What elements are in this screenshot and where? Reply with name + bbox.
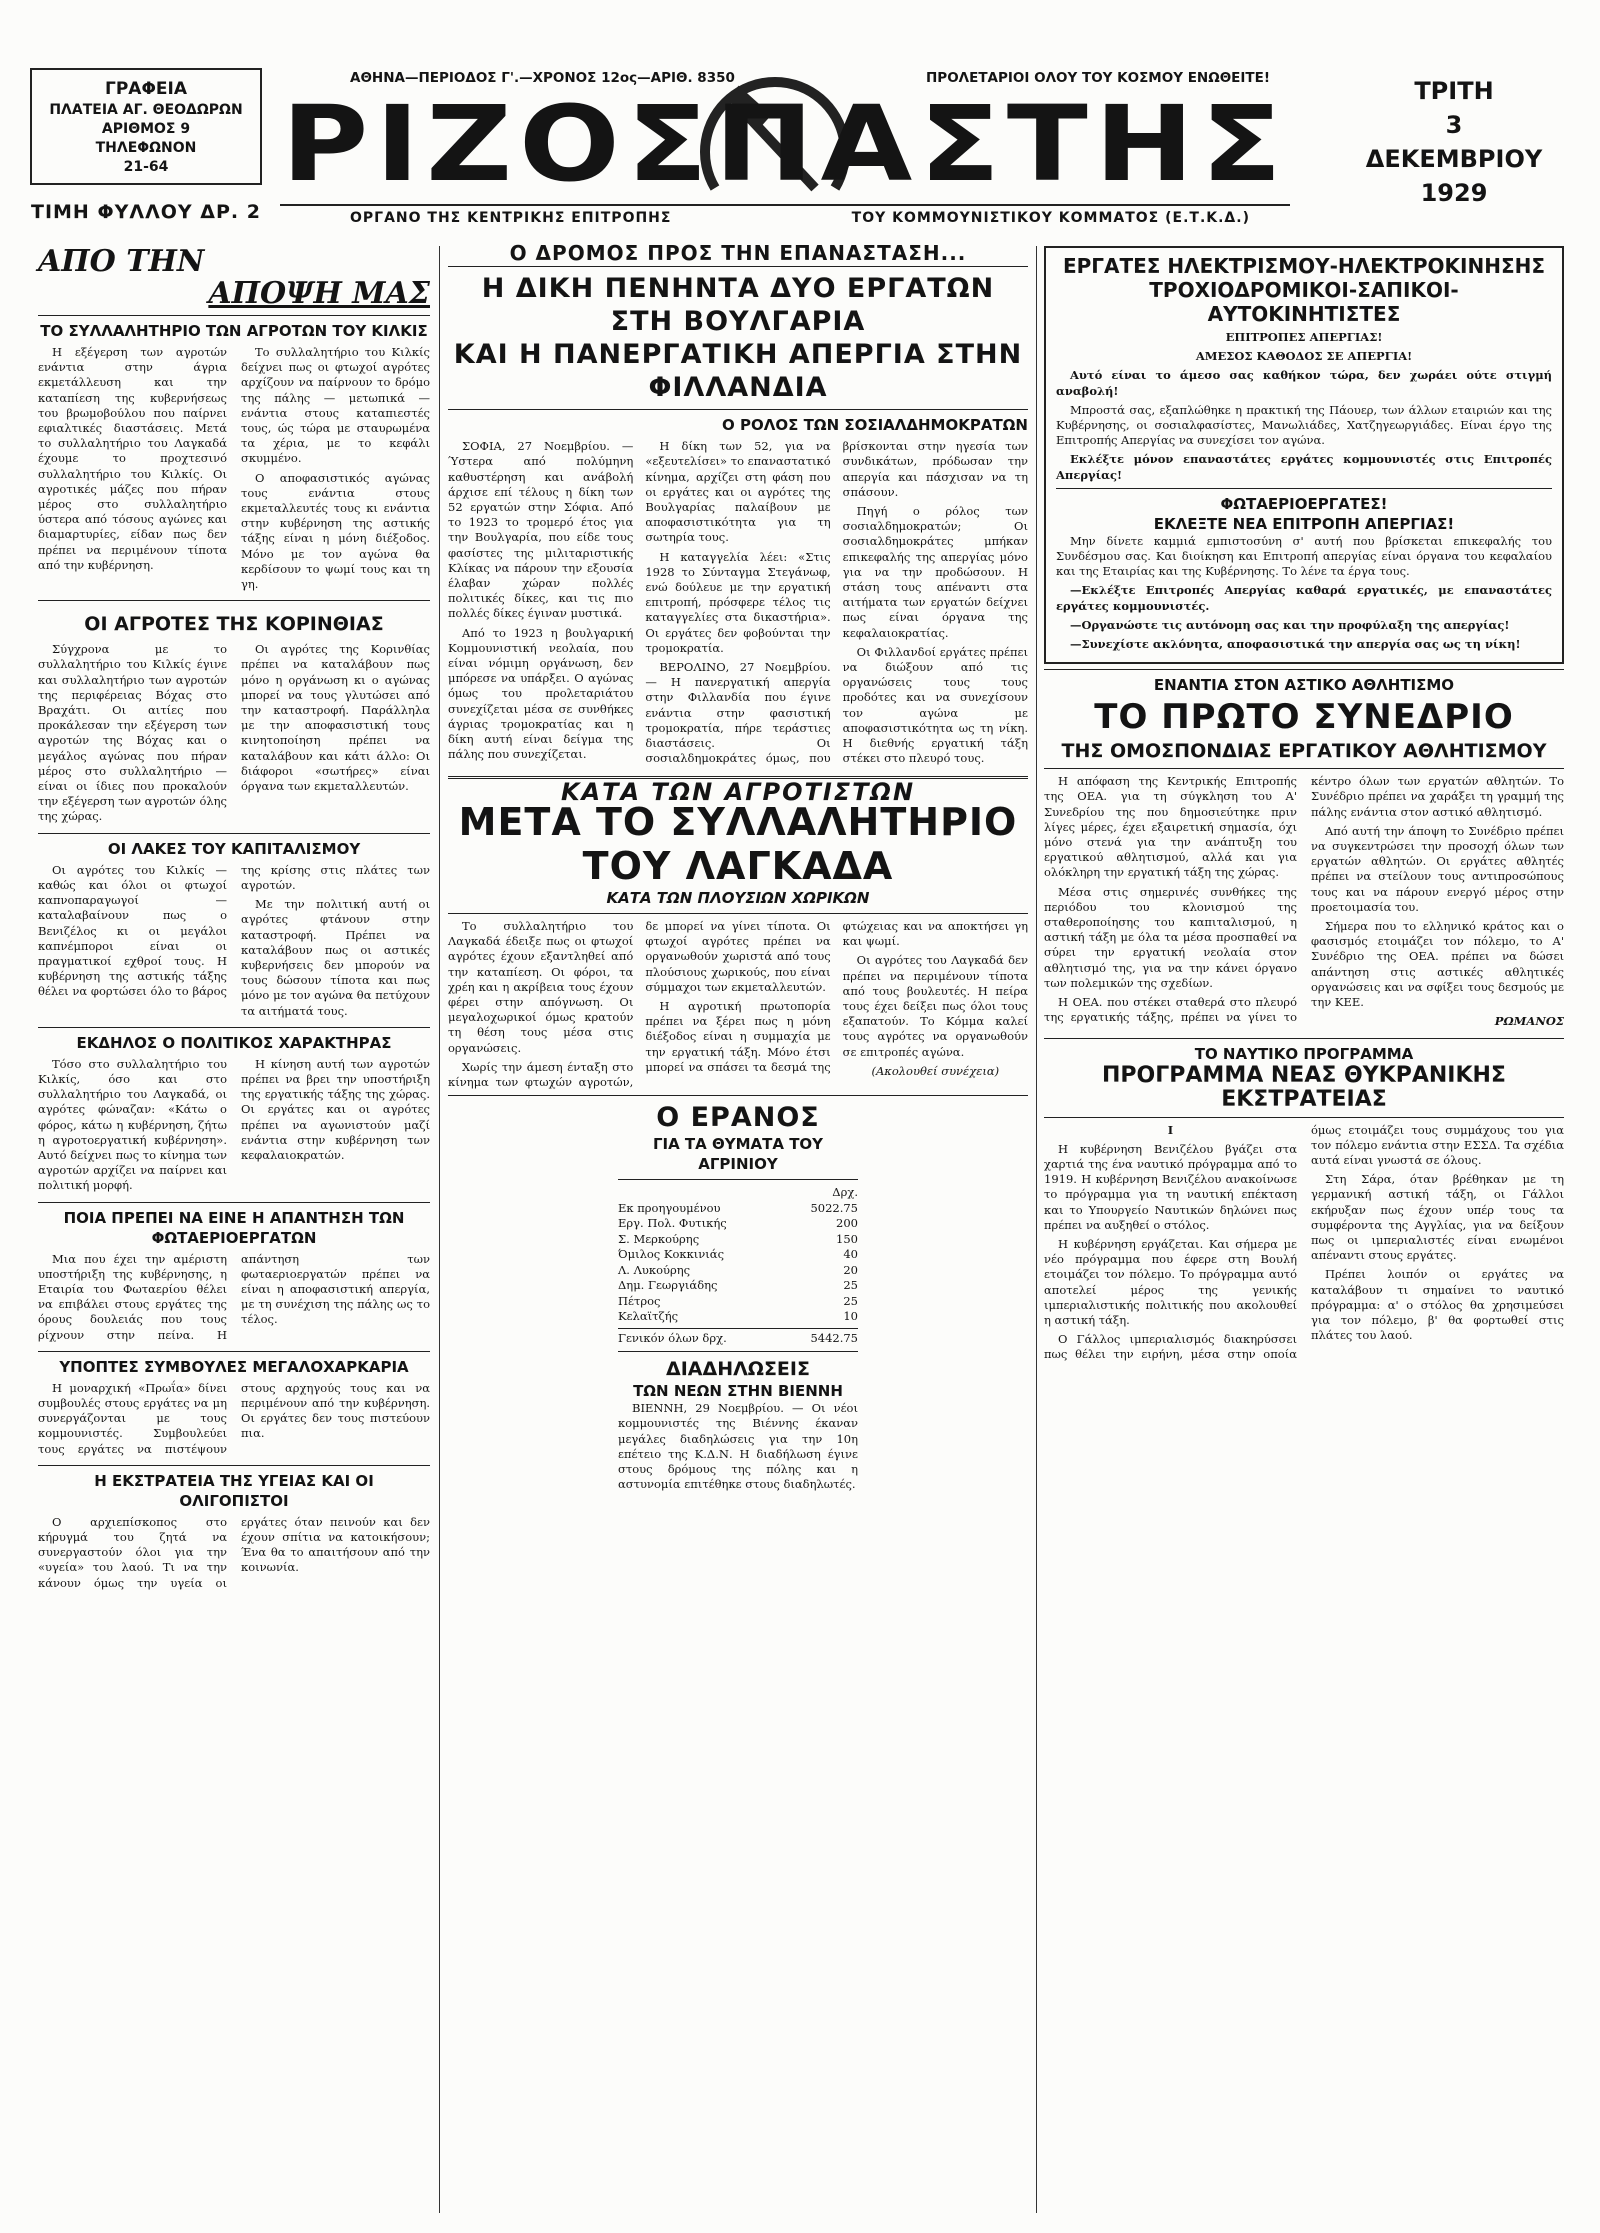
headline: ΤΟ ΠΡΩΤΟ ΣΥΝΕΔΡΙΟ bbox=[1094, 697, 1514, 738]
newspaper-title: ΡΙΖΟΣΠΑΣΤΗΣ bbox=[281, 83, 1289, 205]
fund-box bbox=[618, 1101, 858, 1492]
masthead bbox=[30, 68, 1570, 236]
column-right bbox=[1044, 246, 1564, 1371]
issue-price: ΤΙΜΗ ΦΥΛΛΟΥ ΔΡ. 2 bbox=[31, 201, 261, 223]
headline: ΜΕΤΑ ΤΟ ΣΥΛΛΑΛΗΤΗΡΙΟ ΤΟΥ ΛΑΓΚΑΔΑ bbox=[458, 800, 1018, 889]
headline: ΕΚΛΕΞΤΕ ΝΕΑ ΕΠΙΤΡΟΠΗ ΑΠΕΡΓΙΑΣ! bbox=[1153, 514, 1455, 533]
party-line: ΤΟΥ ΚΟΜΜΟΥΝΙΣΤΙΚΟΥ ΚΟΜΜΑΤΟΣ (Ε.Τ.Κ.Δ.) bbox=[851, 210, 1250, 226]
masthead-subline bbox=[280, 204, 1290, 230]
paragraph: Με την πολιτική αυτή οι αγρότες φτάνουν στην καταστροφή. Πρέπει να καταλάβουν πως οι αστικές κυβερνήσεις δεν μπορούν να τους δώσουν τίποτα και πως μόνο με τον αγώνα θα πετύχουν τα αιτήματά τους. bbox=[241, 897, 430, 1018]
article-lagkadas bbox=[448, 919, 1028, 1090]
signature: ΡΩΜΑΝΟΣ bbox=[1494, 1014, 1564, 1029]
fund-row: Κελαϊτζής 10 bbox=[618, 1309, 858, 1324]
paragraph: Η κυβέρνηση Βενιζέλου βγάζει στα χαρτιά της ένα ναυτικό πρόγραμμα από το 1919. Η κυβέρνηση Βενιζέλου ανακοίνωσε το πρόγραμμα για τη ναυτική επέκταση και το Υπουργείο Ναυτικών δηλώνει πως πρέπει να αυξηθεί ο στόλος. bbox=[1044, 1141, 1297, 1232]
headline: ΤΟ ΣΥΛΛΑΛΗΤΗΡΙΟ ΤΩΝ ΑΓΡΟΤΩΝ ΤΟΥ ΚΙΛΚΙΣ bbox=[40, 322, 428, 340]
paragraph: Εκλέξτε μόνον επαναστάτες εργάτες κομμουνιστές στις Επιτροπές Απεργίας! bbox=[1056, 452, 1552, 482]
paragraph: Οι Φιλλανδοί εργάτες πρέπει να διώξουν από τις οργανώσεις τους τους προδότες και να συνεχίσουν τον αγώνα με αποφασιστικότητα ως τη νίκη. Η διεθνής εργατική τάξη στέκει στο πλευρό τους. bbox=[842, 644, 1028, 766]
headline: ΟΙ ΛΑΚΕΣ ΤΟΥ ΚΑΠΙΤΑΛΙΣΜΟΥ bbox=[107, 839, 361, 858]
column-divider bbox=[1036, 246, 1037, 2213]
article-korinthia bbox=[38, 606, 430, 824]
lower-center bbox=[448, 919, 1028, 1090]
paragraph: Σήμερα που το ελληνικό κράτος και ο φασισμός ετοιμάζει τον πόλεμο, το Α' Συνέδριο της ΟΕΑ. πρέπει να δώσει απάντηση στις αστικές αθλητικές οργανώσεις και να σφίξει τους δεσμούς με την ΚΕΕ. bbox=[1311, 919, 1564, 1010]
headline: ΟΙ ΑΓΡΟΤΕΣ ΤΗΣ ΚΟΡΙΝΘΙΑΣ bbox=[84, 613, 384, 636]
fund-row: Δημ. Γεωργιάδης 25 bbox=[618, 1278, 858, 1293]
paragraph: Μια που έχει την αμέριστη υποστήριξη της κυβέρνησης, η Εταιρία του Φωταερίου θέλει να επιβάλει στους εργάτες της όρους δουλειάς που τους ρίχνουν στην πείνα. Η απάντηση των φωταεριοεργατών πρέπει να είναι η αποφασιστική απεργία, με τη συνέχιση της πάλης ως το τέλος. bbox=[38, 1251, 430, 1342]
strike-box bbox=[1044, 246, 1564, 664]
article-advice bbox=[38, 1357, 430, 1457]
issue-info: ΑΘΗΝΑ—ΠΕΡΙΟΔΟΣ Γ'.—ΧΡΟΝΟΣ 12ος—ΑΡΙΘ. 8350 bbox=[350, 70, 735, 86]
paragraph: Η ΟΕΑ. που στέκει σταθερά στο πλευρό της εργατικής τάξης, πρέπει να γίνει το κέντρο όλων των εργατών αθλητών. Το Συνέδριο πρέπει να χαράξει τη γραμμή της πάλης ενάντια στον αστικό αθλητισμό. bbox=[1044, 774, 1564, 1025]
main-headline: ΚΑΙ Η ΠΑΝΕΡΓΑΤΙΚΗ ΑΠΕΡΓΙΑ ΣΤΗΝ ΦΙΛΛΑΝΔΙΑ bbox=[453, 339, 1023, 404]
headline: ΤΗΣ ΟΜΟΣΠΟΝΔΙΑΣ ΕΡΓΑΤΙΚΟΥ ΑΘΛΗΤΙΣΜΟΥ bbox=[1061, 740, 1547, 763]
fund-row: Όμιλος Κοκκινιάς 40 bbox=[618, 1247, 858, 1262]
article-gasworkers bbox=[38, 1208, 430, 1343]
paragraph: Η μοναρχική «Πρωΐα» δίνει συμβουλές στους εργάτες να μη συνεργάζονται με τους κομμουνιστές. Συμβουλεύει τους εργάτες να πιστέψουν στους αρχηγούς τους και να περιμένουν από την κυβέρνηση. Οι εργάτες δεν τους πιστεύουν πια. bbox=[38, 1380, 430, 1456]
paragraph: Οι αγρότες του Λαγκαδά δεν πρέπει να περιμένουν τίποτα από τους βουλευτές. Η πείρα τους έχει δείξει πως όλοι τους εξαπατούν. Το Κόμμα καλεί τους αγρότες να οργανωθούν σε επιτροπές αγώνα. bbox=[842, 953, 1028, 1059]
headline: ΠΡΟΓΡΑΜΜΑ ΝΕΑΣ ΘΥΚΡΑΝΙΚΗΣ ΕΚΣΤΡΑΤΕΙΑΣ bbox=[1102, 1062, 1506, 1112]
fund-row: Πέτρος 25 bbox=[618, 1293, 858, 1308]
fund-row: Εργ. Πολ. Φυτικής 200 bbox=[618, 1216, 858, 1231]
year: 1929 bbox=[1420, 179, 1488, 207]
issue-date bbox=[1338, 68, 1570, 236]
continued-note: (Ακολουθεί συνέχεια) bbox=[871, 1063, 1000, 1078]
editorial-banner bbox=[38, 246, 430, 310]
paragraph: Αυτό είναι το άμεσο σας καθήκον τώρα, δεν χωράει ούτε στιγμή αναβολή! bbox=[1056, 368, 1552, 398]
editorial-banner-line: ΑΠΟΨΗ ΜΑΣ bbox=[208, 276, 430, 311]
paragraph: Πρέπει λοιπόν οι εργάτες να καταλάβουν τι σημαίνει το ναυτικό πρόγραμμα: α' ο στόλος θα χρησιμεύσει για τον πόλεμο, β' θα φορτωθεί στις πλάτες του λαού. bbox=[1311, 1267, 1564, 1343]
article-political bbox=[38, 1033, 430, 1194]
subheadline: ΕΠΙΤΡΟΠΕΣ ΑΠΕΡΓΙΑΣ! bbox=[1225, 330, 1383, 344]
fund-total: Γενικόν όλων δρχ. 5442.75 bbox=[618, 1328, 858, 1347]
paragraph: Η εξέγερση των αγροτών ενάντια στην άγρια εκμετάλλευση και την καταπίεση της κυβερνήσεως του βρωμοβούλου που παίρνει εφιαλτικές διαστάσεις. Μετά το συλλαλητήριο του Λαγκαδά έχουμε το προχτεσινό συλλαλητήριο του Κιλκίς. Οι αγροτικές μάζες που πήραν μέρος στο συλλαλητήριο ύστερα από τόσους αγώνες και διαμαρτυρίες, είδαν πως δεν πρέπει να περιμένουν τίποτα από την κυβέρνηση. bbox=[38, 345, 227, 572]
paragraph: Τόσο στο συλλαλητήριο του Κιλκίς, όσο και στο συλλαλητήριο του Λαγκαδά, οι αγρότες φώναζαν: «Κάτω ο φόρος, κάτω η κυβέρνηση, ζήτω η αγροτοεργατική κυβέρνηση». Αυτό δείχνει πως το κίνημα των αγροτών αρχίζει να παίρνει και πολιτική μορφή. bbox=[38, 1056, 227, 1193]
paragraph: Χωρίς την άμεση ένταξη στο κίνημα των φτωχών αγροτών, δε μπορεί να γίνει τίποτα. Οι φτωχοί αγρότες πρέπει να οργανωθούν χωριστά από τους πλούσιους χωρικούς, που είναι σύμμαχοι των εκμεταλλευτών. bbox=[448, 919, 831, 1090]
office-line: ΠΛΑΤΕΙΑ ΑΓ. ΘΕΟΔΩΡΩΝ bbox=[49, 102, 243, 118]
headline: ΦΩΤΑΕΡΙΟΕΡΓΑΤΕΣ! bbox=[1220, 494, 1388, 513]
fund-row: Λ. Λυκούρης 20 bbox=[618, 1262, 858, 1277]
paragraph: Η κίνηση αυτή των αγροτών πρέπει να βρει την υποστήριξη της εργατικής τάξης της χώρας. Οι εργάτες και οι αγρότες πρέπει να αγωνιστούν μαζί ενάντια στην κυβέρνηση των κεφαλαιοκρατών. bbox=[241, 1056, 430, 1162]
headline: Η ΕΚΣΤΡΑΤΕΙΑ ΤΗΣ ΥΓΕΙΑΣ ΚΑΙ ΟΙ ΟΛΙΓΟΠΙΣΤΟΙ bbox=[94, 1471, 374, 1510]
paragraph: Η κυβέρνηση εργάζεται. Και σήμερα με νέο πρόγραμμα που έφερε στη Βουλή ετοιμάζει τον πόλεμο. Το πρόγραμμα αυτό αποτελεί μέρος της γενικής ιμπεριαλιστικής πολιτικής που ακολουθεί η αστική τάξη. bbox=[1044, 1236, 1297, 1327]
kicker: ΕΝΑΝΤΙΑ ΣΤΟΝ ΑΣΤΙΚΟ ΑΘΛΗΤΙΣΜΟ bbox=[1153, 676, 1455, 695]
paragraph: Η καταγγελία λέει: «Στις 1928 το Σύνταγμα Στεγάνωφ, ενώ δούλευε με την εργατική επιτροπή, πρόσφερε τέλος τις καταγγελίες στα δικαστήρια». Οι εργάτες δεν φοβούνται την τρομοκρατία. bbox=[645, 549, 831, 655]
headline: ΥΠΟΠΤΕΣ ΣΥΜΒΟΥΛΕΣ ΜΕΓΑΛΟΧΑΡΚΑΡΙΑ bbox=[59, 1357, 409, 1376]
fund-row: Σ. Μερκούρης 150 bbox=[618, 1231, 858, 1246]
paragraph: ΒΙΕΝΝΗ, 29 Νοεμβρίου. — Οι νέοι κομμουνιστές της Βιέννης έκαναν μεγάλες διαδηλώσεις για την 10η επέτειο της Κ.Δ.Ν. Η διαδήλωση έγινε στους δρόμους της πόλης και η αστυνομία επιτέθηκε στους διαδηλωτές. bbox=[618, 1401, 858, 1492]
main-headline: Η ΔΙΚΗ ΠΕΝΗΝΤΑ ΔΥΟ ΕΡΓΑΤΩΝ ΣΤΗ ΒΟΥΛΓΑΡΙΑ bbox=[481, 273, 995, 338]
headline: ΕΚΔΗΛΟΣ Ο ΠΟΛΙΤΙΚΟΣ ΧΑΡΑΚΤΗΡΑΣ bbox=[76, 1033, 392, 1052]
kicker: ΤΟ ΝΑΥΤΙΚΟ ΠΡΟΓΡΑΜΜΑ bbox=[1194, 1044, 1414, 1063]
fund-list bbox=[618, 1185, 858, 1346]
paragraph: —Οργανώστε τις αυτόνομη σας και την προφύλαξη της απεργίας! bbox=[1070, 617, 1510, 632]
office-line: ΤΗΛΕΦΩΝΟΝ bbox=[95, 140, 197, 156]
month: ΔΕΚΕΜΒΡΙΟΥ bbox=[1365, 145, 1543, 173]
title-block bbox=[280, 68, 1290, 236]
office-line: ΓΡΑΦΕΙΑ bbox=[105, 79, 187, 99]
column-left bbox=[38, 246, 430, 1599]
article-health bbox=[38, 1471, 430, 1591]
paragraph: Οι αγρότες του Κιλκίς — καθώς και όλοι οι φτωχοί καπνοπαραγωγοί — καταλαβαίνουν πως ο Βενιζέλος κι οι μεγάλοι καπνέμποροι είναι οι πραγματικοί εχθροί τους. Η κυβέρνηση της αστικής τάξης θέλει να φορτώσει όλο το βάρος της κρίσης στις πλάτες των αγροτών. bbox=[38, 862, 430, 999]
article-kilkis bbox=[38, 321, 430, 592]
fund-title: Ο ΕΡΑΝΟΣ bbox=[656, 1102, 820, 1134]
subheadline: ΑΜΕΣΟΣ ΚΑΘΟΔΟΣ ΣΕ ΑΠΕΡΓΙΑ! bbox=[1195, 349, 1413, 364]
paragraph: Μην δίνετε καμμιά εμπιστοσύνη σ' αυτή που βρίσκεται επικεφαλής του Συνδέσμου σας. Και διοίκηση και Επιτροπή απεργίας είναι όργανα του κεφαλαίου και της Εταιρίας και της Κυβέρνησης. Το λένε τα έργα τους. bbox=[1056, 533, 1552, 579]
paragraph: Οι αγρότες της Κορινθίας πρέπει να καταλάβουν πως μόνο η οργάνωση κι ο αγώνας μπορεί να τους γλυτώσει από την καταστροφή. Παράλληλα με την αποφασιστική τους κινητοποίηση πρέπει να καταλάβουν και κάτι άλλο: Οι διάφοροι «σωτήρες» είναι όργανα των εκμεταλλευτών. bbox=[241, 642, 430, 794]
kicker: Ο ΔΡΟΜΟΣ ΠΡΟΣ ΤΗΝ ΕΠΑΝΑΣΤΑΣΗ... bbox=[509, 241, 967, 265]
headline: ΔΙΑΔΗΛΩΣΕΙΣ bbox=[666, 1358, 810, 1381]
paragraph: —Εκλέξτε Επιτροπές Απεργίας καθαρά εργατικές, με επαναστάτες εργάτες κομμουνιστές. bbox=[1056, 583, 1552, 613]
paragraph: —Συνεχίστε ακλόνητα, αποφασιστικά την απεργία σας ως τη νίκη! bbox=[1070, 637, 1521, 652]
article-navy bbox=[1044, 1123, 1564, 1363]
motto: ΠΡΟΛΕΤΑΡΙΟΙ ΟΛΟΥ ΤΟΥ ΚΟΣΜΟΥ ΕΝΩΘΕΙΤΕ! bbox=[926, 70, 1270, 86]
paragraph: Σύγχρονα με το συλλαλητήριο του Κιλκίς έγινε και συλλαλητήριο των αγροτών της περιφέρειας Βόχας στο Βραχάτι. Οι αιτίες που προκάλεσαν την εξέγερση των αγροτών της Βόχας και ο μεγάλος αγώνας που πήραν μέρος στο συλλαλητήριο — είναι οι ίδιες που προκαλούν την εξέγερση των αγροτών όλης της χώρας. bbox=[38, 642, 227, 824]
paragraph: Η αγροτική πρωτοπορία πρέπει να ξέρει πως η μόνη διέξοδος είναι η συμμαχία με την εργατική τάξη. Μόνο έτσι μπορεί να σπάσει τα δεσμά της φτώχειας και να αποκτήσει γη και ψωμί. bbox=[645, 919, 1028, 1074]
paragraph: Ο αρχιεπίσκοπος στο κήρυγμά του ζητά να συνεργαστούν όλοι για την «υγεία» του λαού. Τι να την κάνουν όμως την υγεία οι εργάτες όταν πεινούν και δεν έχουν σπίτια να κατοικήσουν; Ένα θα το απαιτήσουν από την κοινωνία. bbox=[38, 1514, 430, 1590]
paragraph: Από αυτή την άποψη το Συνέδριο πρέπει να συγκεντρώσει την προσοχή όλων των εργατών αθλητών. Οι εργάτες αθλητές πρέπει να στείλουν τους αντιπροσώπους τους και να πάρουν ενεργό μέρος στην προετοιμασία του. bbox=[1311, 823, 1564, 914]
paragraph: ΒΕΡΟΛΙΝΟ, 27 Νοεμβρίου. — Η πανεργατική απεργία στην Φιλλανδία που έγινε ενάντια στην φασιστική τρομοκρατία, πήρε τεράστιες διαστάσεις. Οι σοσιαλδημοκράτες όμως, που βρίσκονται στην ηγεσία των συνδικάτων, πρόδωσαν την απεργία και πάσχισαν να τη σπάσουν. bbox=[645, 439, 1028, 766]
paragraph: Μέσα στις σημερινές συνθήκες της περιόδου του κλονισμού της σταθεροποίησης του καπιταλισμού, η αστική τάξη με όλα τα μέσα προσπαθεί να σύρει την εργατική νεολαία στον αθλητισμό της, για να την κάνει όργανο των πολεμικών της σχεδίων. bbox=[1044, 884, 1297, 990]
headline: ΤΩΝ ΝΕΩΝ ΣΤΗΝ ΒΙΕΝΝΗ bbox=[633, 1382, 843, 1401]
kicker: ΚΑΤΑ ΤΩΝ ΑΓΡΟΤΙΣΤΩΝ bbox=[560, 777, 916, 806]
paragraph: Στη Σάρα, όταν βρέθηκαν με τη γερμανική αστική τάξη, οι Γάλλοι εκήρυξαν πως έχουν υπέρ τους τα συμφέροντα της Αγγλίας, για να δείξουν πως οι ιμπεριαλιστές είναι ενωμένοι απέναντι στους εργάτες. bbox=[1311, 1172, 1564, 1263]
organ-line: ΟΡΓΑΝΟ ΤΗΣ ΚΕΝΤΡΙΚΗΣ ΕΠΙΤΡΟΠΗΣ bbox=[350, 210, 672, 226]
paragraph: Το συλλαλητήριο του Κιλκίς δείχνει πως οι φτωχοί αγρότες αρχίζουν να παίρνουν το δρόμο της πάλης — μετωπικά — ενάντια στους καταπιεστές τους, ώς τώρα με σταυρωμένα τα χέρια, με το κεφάλι σκυμμένο. bbox=[241, 345, 430, 466]
section-number: Ι bbox=[1167, 1122, 1174, 1137]
article-trial bbox=[448, 439, 1028, 768]
paragraph: Η απόφαση της Κεντρικής Επιτροπής της ΟΕΑ. για τη σύγκληση του Α' Συνεδρίου της που δημοσιεύτηκε πριν λίγες μέρες, έχει εξαιρετική σημασία, όχι μόνο στενά για την ανάπτυξη του εργατικού αθλητισμού, αλλά και για ολόκληρη την εργατική τάξη της χώρας. bbox=[1044, 774, 1297, 880]
subheadline: Ο ΡΟΛΟΣ ΤΩΝ ΣΟΣΙΑΛΔΗΜΟΚΡΑΤΩΝ bbox=[722, 416, 1028, 435]
weekday: ΤΡΙΤΗ bbox=[1414, 77, 1494, 105]
day: 3 bbox=[1445, 111, 1463, 139]
column-center bbox=[448, 241, 1028, 1496]
headline: ΕΡΓΑΤΕΣ ΗΛΕΚΤΡΙΣΜΟΥ-ΗΛΕΚΤΡΟΚΙΝΗΣΗΣ bbox=[1062, 254, 1546, 278]
paragraph: Η δίκη των 52, για να «εξευτελίσει» το επαναστατικό κίνημα, αρχίζει στη φάση που οι εργάτες και οι αγρότες της Βουλγαρίας παλαίβουν με αποφασιστικότητα για τη σωτηρία τους. bbox=[645, 439, 831, 545]
fund-subtitle: ΓΙΑ ΤΑ ΘΥΜΑΤΑ ΤΟΥ ΑΓΡΙΝΙΟΥ bbox=[652, 1135, 824, 1174]
paragraph: Το συλλαλητήριο του Λαγκαδά έδειξε πως οι φτωχοί αγρότες έχουν εξαντληθεί από την καταπίεση. Οι φόροι, τα χρέη και η ακρίβεια τους έχουν φέρει στην απόγνωση. Οι μεγαλοχωρικοί όμως κρατούν τη θέση τους μέσα στις οργανώσεις. bbox=[448, 919, 634, 1055]
fund-header: Δρχ. bbox=[832, 1185, 858, 1200]
paragraph: Ο Γάλλος ιμπεριαλισμός διακηρύσσει πως θέλει την ειρήνη, μέσα στην οποία όμως ετοιμάζει τους συμμάχους του για τον πόλεμο ενάντια στην ΕΣΣΔ. Τα σχέδια αυτά είναι γνωστά σε όλους. bbox=[1044, 1122, 1564, 1362]
paragraph: Ο αποφασιστικός αγώνας τους ενάντια στους εκμεταλλευτές τους κι ενάντια στην κυβέρνηση της αστικής τάξης είναι η μόνη διέξοδος. Μόνο με τον αγώνα θα κερδίσουν το ψωμί τους και τη γη. bbox=[241, 470, 430, 592]
office-line: 21-64 bbox=[123, 159, 169, 175]
article-lackeys bbox=[38, 839, 430, 1019]
headline: ΠΟΙΑ ΠΡΕΠΕΙ ΝΑ ΕΙΝΕ Η ΑΠΑΝΤΗΣΗ ΤΩΝ ΦΩΤΑΕΡΙΟΕΡΓΑΤΩΝ bbox=[63, 1208, 405, 1247]
headline: ΤΡΟΧΙΟΔΡΟΜΙΚΟΙ-ΣΑΠΙΚΟΙ-ΑΥΤΟΚΙΝΗΤΙΣΤΕΣ bbox=[1149, 278, 1459, 326]
paragraph: Από το 1923 η βουλγαρική Κομμουνιστική νεολαία, που είναι νόμιμη οργάνωση, δεν μπόρεσε να υπάρξει. Ο αγώνας όμως του προλεταριάτου συνεχίζεται μέσα σε συνθήκες άγριας τρομοκρατίας και η δίκη αυτή είναι δείγμα της πάλης που συνεχίζεται. bbox=[448, 625, 634, 762]
office-line: ΑΡΙΘΜΟΣ 9 bbox=[101, 121, 191, 137]
fund-row: Εκ προηγουμένου 5022.75 bbox=[618, 1200, 858, 1215]
subheadline: ΚΑΤΑ ΤΩΝ ΠΛΟΥΣΙΩΝ ΧΩΡΙΚΩΝ bbox=[606, 889, 870, 908]
paragraph: Πηγή ο ρόλος των σοσιαλδημοκρατών; Οι σοσιαλδημοκράτες μπήκαν επικεφαλής της απεργίας μόνο για να την προδώσουν. Η στάση τους απέναντι στα αιτήματα των εργατών δείχνει πως είναι όργανα της κεφαλαιοκρατίας. bbox=[842, 504, 1028, 640]
paragraph: ΣΟΦΙΑ, 27 Νοεμβρίου. — Ύστερα από πολύμηνη καθυστέρηση και ανάβολή άρχισε επί τέλους η δίκη των 52 εργατών στην Σόφια. Από το 1923 το τρομερό έτος για την Βουλγαρία, που είδε τους φασίστες της μιλιταριστικής Κλίκας να πάρουν την εξουσία έλαβαν χώραν πολλές πολιτικές δίκες, και τις πιο πολλές δίκες έγιναν μυστικά. bbox=[448, 439, 634, 621]
paragraph: Μπροστά σας, εξαπλώθηκε η πρακτική της Πάουερ, των άλλων εταιριών και της Κυβέρνησης, οι σοσιαλφασίστες, Μανωλιάδες, Χατζηγεωργιάδες. Είναι έργο της Επιτροπής Απεργίας να συνεχίσει τον αγώνα. bbox=[1056, 402, 1552, 448]
editorial-banner-line: ΑΠΟ ΤΗΝ bbox=[38, 244, 205, 279]
article-sport bbox=[1044, 774, 1564, 1029]
column-divider bbox=[439, 246, 440, 2213]
